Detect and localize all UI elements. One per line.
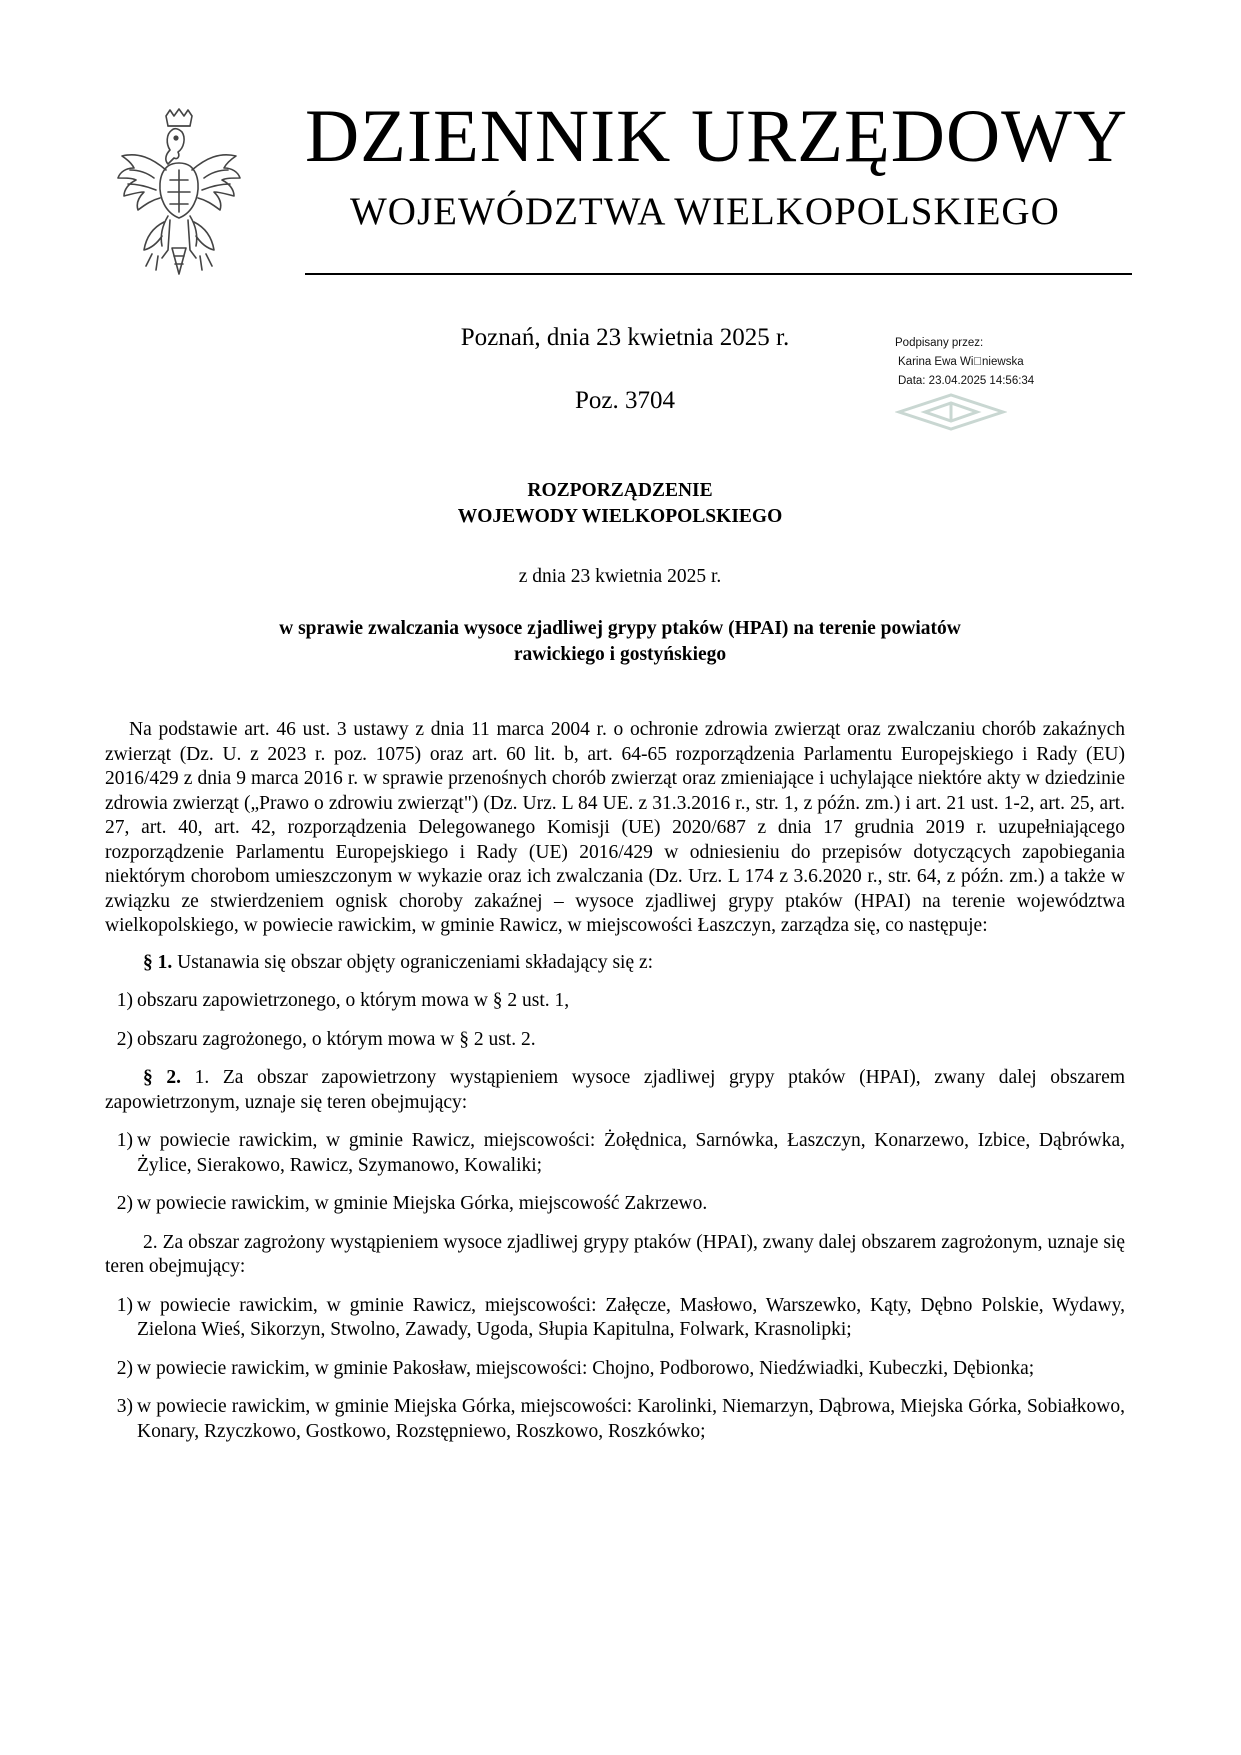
section-2-paragraph-1-text: 1. Za obszar zapowietrzony wystąpieniem wysoce zjadliwej grypy ptaków (HPAI), zwany dalej obszarem zapowietrzonym, uznaje się teren obejmujący: bbox=[105, 1067, 1125, 1113]
digital-signature-block bbox=[895, 334, 1095, 391]
list-item: 2) obszaru zagrożonego, o którym mowa w § 2 ust. 2. bbox=[116, 1028, 536, 1050]
signature-date: Data: 23.04.2025 14:56:34 bbox=[898, 375, 1035, 387]
journal-subtitle: WOJEWÓDZTWA WIELKOPOLSKIEGO bbox=[350, 190, 1060, 233]
section-2-mark: § 2. bbox=[143, 1067, 181, 1088]
section-1 bbox=[105, 951, 1125, 976]
act-type: ROZPORZĄDZENIE bbox=[527, 480, 713, 501]
act-authority: WOJEWODY WIELKOPOLSKIEGO bbox=[457, 506, 783, 527]
list-item: 1) w powiecie rawickim, w gminie Rawicz, miejscowości: Załęcze, Masłowo, Warszewko, Kąty, Dębno Polskie, Wydawy, Zielona Wieś, Sikorzyn, Stwolno, Zawady, Ugoda, Słupia Kapitulna, Folwark, Krasnolipki; bbox=[116, 1294, 1125, 1340]
section-2-paragraph-2: 2. Za obszar zagrożony wystąpieniem wysoce zjadliwej grypy ptaków (HPAI), zwany dalej obszarem zagrożonym, uznaje się teren obejmujący: bbox=[105, 1231, 1125, 1277]
publication-place-date: Poznań, dnia 23 kwietnia 2025 r. bbox=[460, 324, 790, 351]
section-1-text: Ustanawia się obszar objęty ograniczeniami składający się z: bbox=[177, 951, 654, 973]
section-1-mark: § 1. bbox=[143, 951, 173, 973]
section-2-paragraph-1 bbox=[105, 1066, 1125, 1115]
act-subject bbox=[130, 616, 1110, 668]
signature-signer: Karina Ewa Wi niewska bbox=[898, 356, 1024, 368]
signature-mark-icon bbox=[895, 393, 1007, 431]
preamble: Na podstawie art. 46 ust. 3 ustawy z dnia 11 marca 2004 r. o ochronie zdrowia zwierząt oraz zwalczaniu chorób zakaźnych zwierząt (Dz. U. z 2023 r. poz. 1075) oraz art. 60 lit. b, art. 64-65 rozporządzenia Parlamentu Europejskiego i Rady (EU) 2016/429 z dnia 9 marca 2016 r. w sprawie przenośnych chorób zwierząt oraz zmieniające i uchylające niektóre akty w dziedzinie zdrowia zwierząt („Prawo o zdrowiu zwierząt") (Dz. Urz. L 84 UE. z 31.3.2016 r., str. 1, z późn. zm.) i art. 21 ust. 1-2, art. 25, art. 27, art. 40, art. 42, rozporządzenia Delegowanego Komisji (UE) 2020/687 z dnia 17 grudnia 2019 r. uzupełniającego rozporządzenie Parlamentu Europejskiego i Rady (UE) 2016/429 w odniesieniu do przepisów dotyczących zapobiegania niektórym chorobom umieszczonym w wykazie oraz ich zwalczania (Dz. Urz. L 174 z 3.6.2020 r., str. 64, z późn. zm.) a także w związku ze stwierdzeniem ognisk choroby zakaźnej – wysoce zjadliwej grypy ptaków (HPAI) na terenie województwa wielkopolskiego, w powiecie rawickim, w gminie Rawicz, w miejscowości Łaszczyn, zarządza się, co następuje: bbox=[105, 719, 1125, 936]
list-item: 2) w powiecie rawickim, w gminie Miejska Górka, miejscowość Zakrzewo. bbox=[116, 1193, 708, 1214]
act-date: z dnia 23 kwietnia 2025 r. bbox=[518, 566, 722, 587]
journal-title: DZIENNIK URZĘDOWY bbox=[305, 95, 1129, 178]
act-subject-line-1: w sprawie zwalczania wysoce zjadliwej grypy ptaków (HPAI) na terenie powiatów bbox=[279, 618, 961, 639]
publication-position: Poz. 3704 bbox=[575, 387, 675, 414]
list-item: 3) w powiecie rawickim, w gminie Miejska Górka, miejscowości: Karolinki, Niemarzyn, Dąbrowa, Miejska Górka, Sobiałkowo, Konary, Rzyczkowo, Gostkowo, Rozstępniewo, Roszkowo, Roszkówko; bbox=[116, 1396, 1125, 1442]
act-heading bbox=[130, 478, 1110, 530]
act-subject-line-2: rawickiego i gostyńskiego bbox=[513, 644, 727, 665]
header-divider bbox=[305, 273, 1132, 275]
list-item: 2) w powiecie rawickim, w gminie Pakosław, miejscowości: Chojno, Podborowo, Niedźwiadki, Kubeczki, Dębionka; bbox=[116, 1357, 1035, 1379]
list-item: 1) obszaru zapowietrzonego, o którym mowa w § 2 ust. 1, bbox=[116, 990, 570, 1011]
list-item: 1) w powiecie rawickim, w gminie Rawicz, miejscowości: Żołędnica, Sarnówka, Łaszczyn, Konarzewo, Izbice, Dąbrówka, Żylice, Sierakowo, Rawicz, Szymanowo, Kowaliki; bbox=[116, 1130, 1125, 1176]
signature-label: Podpisany przez: bbox=[895, 337, 984, 349]
act-body bbox=[105, 718, 1125, 1458]
polish-eagle-emblem-icon bbox=[108, 108, 250, 280]
